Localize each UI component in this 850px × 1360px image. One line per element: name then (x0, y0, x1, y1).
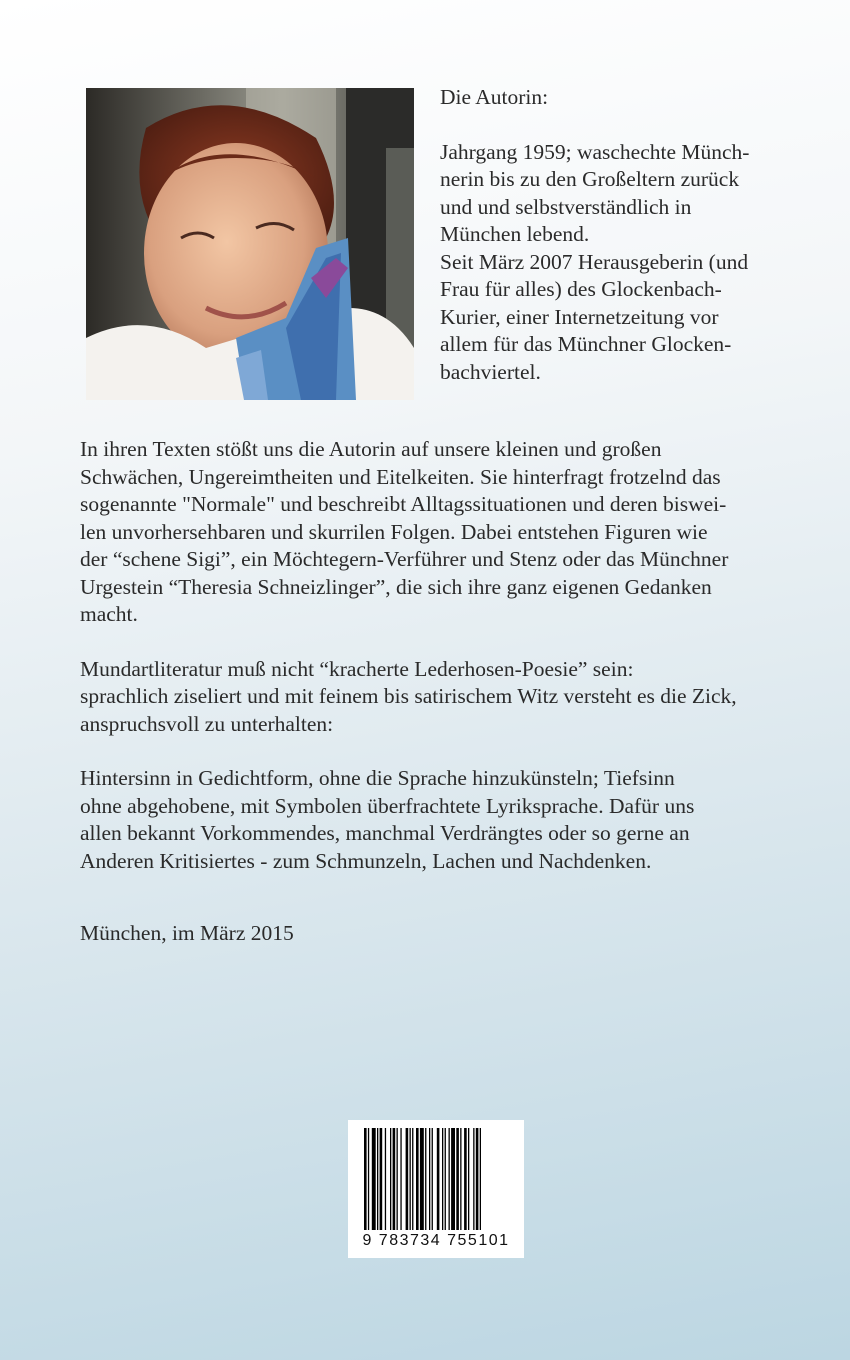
bio-line: allem für das Münchner Glocken- (440, 332, 732, 356)
barcode-bar (442, 1128, 443, 1230)
bio-line: nerin bis zu den Großeltern zurück (440, 167, 740, 191)
barcode-bar (385, 1128, 386, 1230)
text-line: allen bekannt Vorkommendes, manchmal Verdrängtes oder so gerne an (80, 821, 690, 845)
text-line: Mundartliteratur muß nicht “kracherte Lederhosen-Poesie” sein: (80, 656, 634, 681)
barcode-bar (464, 1128, 467, 1230)
barcode-bar (480, 1128, 481, 1230)
barcode-bar (377, 1128, 378, 1230)
dateline: München, im März 2015 (80, 921, 294, 945)
bio-line: bachviertel. (440, 359, 541, 384)
barcode-bar (368, 1128, 369, 1230)
description-paragraph-1 (80, 436, 820, 629)
text-line: macht. (80, 602, 138, 626)
isbn-barcode (348, 1120, 524, 1258)
text-line: In ihren Texten stößt uns die Autorin auf unsere kleinen und großen (80, 437, 662, 461)
barcode-bar (416, 1128, 419, 1230)
barcode-bar (468, 1128, 469, 1230)
barcode-bar (476, 1128, 479, 1230)
bio-line: und und selbstverständlich in (440, 194, 692, 219)
author-photo (86, 88, 414, 400)
barcode-bar (437, 1128, 440, 1230)
barcode-bar (432, 1128, 433, 1230)
barcode-bar (420, 1128, 424, 1230)
description-paragraph-2 (80, 656, 820, 739)
barcode-bar (449, 1128, 450, 1230)
barcode-bar (393, 1128, 396, 1230)
text-line: Anderen Kritisiertes - zum Schmunzeln, Lachen und Nachdenken. (80, 848, 652, 873)
text-line: anspruchsvoll zu unterhalten: (80, 711, 334, 736)
barcode-bar (390, 1128, 391, 1230)
text-line: sprachlich ziseliert und mit feinem bis satirischem Witz versteht es die Zick, (80, 684, 737, 708)
barcode-bar (372, 1128, 376, 1230)
barcode-bar (380, 1128, 383, 1230)
barcode-bar (397, 1128, 398, 1230)
barcode-bar (400, 1128, 401, 1230)
bio-line: Frau für alles) des Glockenbach- (440, 277, 722, 301)
barcode-bar (456, 1128, 459, 1230)
barcode-bar (473, 1128, 474, 1230)
barcode-bar (412, 1128, 413, 1230)
barcode-bar (445, 1128, 446, 1230)
barcode-bar (460, 1128, 461, 1230)
barcode-bar (406, 1128, 409, 1230)
text-line: Schwächen, Ungereimtheiten und Eitelkeiten. Sie hinterfragt frotzelnd das (80, 464, 721, 489)
text-line: der “schene Sigi”, ein Möchtegern-Verführer und Stenz oder das Münchner (80, 547, 729, 571)
book-description (80, 436, 820, 975)
author-portrait-image (86, 88, 414, 400)
barcode-bar (451, 1128, 455, 1230)
text-line: len unvorhersehbaren und skurrilen Folgen. Dabei entstehen Figuren wie (80, 519, 708, 544)
bio-heading: Die Autorin: (440, 85, 549, 109)
bio-text (440, 139, 820, 387)
bio-line: München lebend. (440, 222, 590, 246)
bio-line: Kurier, einer Internetzeitung vor (440, 304, 719, 329)
barcode-bar (364, 1128, 367, 1230)
barcode-bar (429, 1128, 430, 1230)
text-line: Hintersinn in Gedichtform, ohne die Sprache hinzukünsteln; Tiefsinn (80, 766, 675, 790)
text-line: sogenannte "Normale" und beschreibt Alltagssituationen und deren biswei- (80, 492, 727, 516)
barcode-bars (348, 1120, 524, 1232)
bio-line: Jahrgang 1959; waschechte Münch- (440, 139, 750, 164)
text-line: Urgestein “Theresia Schneizlinger”, die sich ihre ganz eigenen Gedanken (80, 574, 712, 599)
isbn-number: 9 783734 755101 (362, 1232, 510, 1249)
author-bio (440, 84, 820, 386)
text-line: ohne abgehobene, mit Symbolen überfrachtete Lyriksprache. Dafür uns (80, 793, 695, 818)
barcode-bar (425, 1128, 426, 1230)
description-paragraph-3 (80, 765, 820, 875)
barcode-bar (410, 1128, 411, 1230)
bio-line: Seit März 2007 Herausgeberin (und (440, 249, 749, 274)
